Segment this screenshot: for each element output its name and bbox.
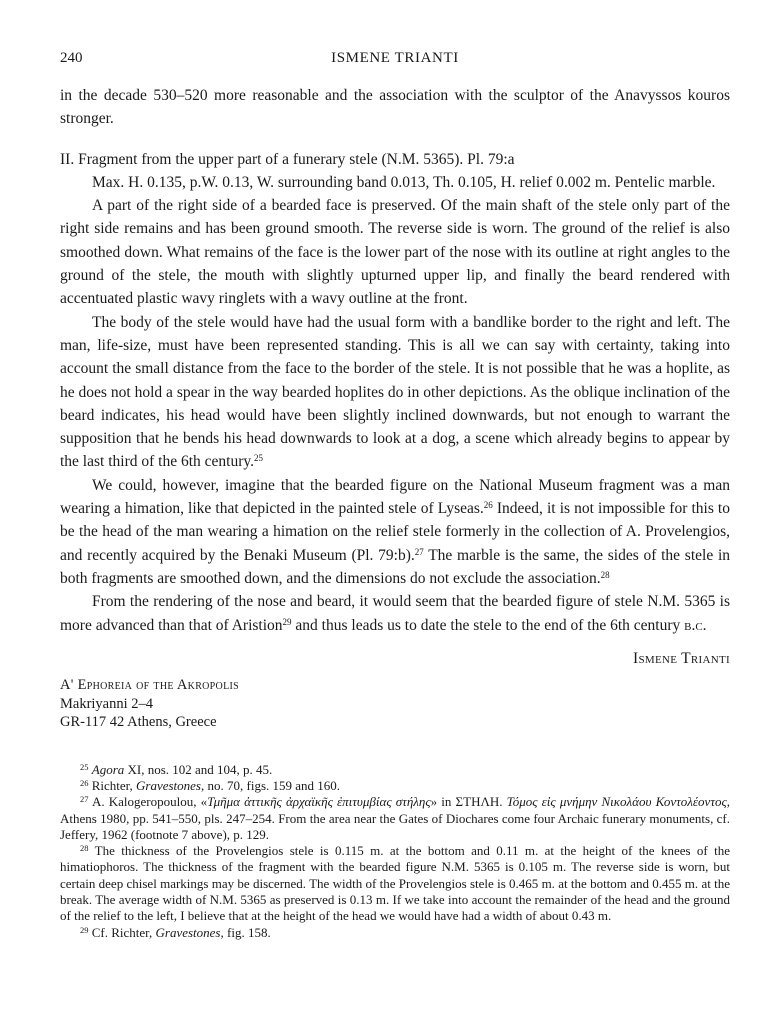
dimensions-paragraph: Max. H. 0.135, p.W. 0.13, W. surrounding band 0.013, Th. 0.105, H. relief 0.002 m. Pentelic marble. [92, 173, 716, 191]
dating-text-a: From the rendering of the nose and beard, it would seem that the bearded figure of stele N.M. 5365 is more advanced than that of Aristion [60, 593, 730, 634]
footnote-text: A. Kalogeropoulou, « [91, 794, 208, 810]
page-number: 240 [60, 50, 83, 66]
paragraph-continued: in the decade 530–520 more reasonable and the association with the sculptor of the Anavyssos kouros stronger. [60, 87, 730, 128]
footnotes [60, 762, 730, 941]
dating-text-b: and thus leads us to date the stele to the end of the 6th century [291, 616, 685, 634]
footnote-25 [60, 762, 730, 778]
footnote-text: , no. 70, figs. 159 and 160. [201, 777, 341, 793]
running-title: ISMENE TRIANTI [331, 50, 459, 66]
footnote-26 [60, 778, 730, 794]
footnote-greek-volume: Τόμος εἰς μνήμην Νικολάου Κοντολέοντος [506, 794, 727, 810]
footnote-text: The thickness of the Provelengios stele is 0.115 m. at the bottom and 0.11 m. at the height of the knees of the himatiophoros. The thickness of the fragment with the bearded figure N.M. 5365 is 0.105 m. The reverse side is worn, but certain deep chisel markings may be discerned. The width of the Provelengios stele is 0.465 m. at the bottom and 0.455 m. at the break. The average width of N.M. 5365 as preserved is 0.13 m. If we take into account the remainder of the head and the ground of the relief to the left, I believe that at the height of the head we would have had a width of about 0.43 m. [60, 843, 731, 924]
footnote-text: Cf. Richter, [91, 924, 156, 940]
form-text: The body of the stele would have had the usual form with a bandlike border to the right and left. The man, life-size, must have been represented standing. This is all we can say with certainty, taking into account the small distance from the face to the border of the stele. It is not possible that he was a hoplite, as he does not hold a spear in the way bearded hoplites do in other depictions. As the oblique inclination of the beard indicates, his head would have been slightly inclined downwards, but not enough to warrant the supposition that he bends his head downwards to look at a dog, a scene which already begins to appear by the last third of the 6th century. [60, 313, 730, 471]
footnote-29 [60, 925, 730, 941]
section-heading: II. Fragment from the upper part of a funerary stele (N.M. 5365). Pl. 79:a [60, 150, 515, 168]
footnote-ref-28[interactable]: 28 [600, 569, 610, 580]
footnote-title: Gravestones [155, 924, 221, 940]
article-body [60, 84, 730, 670]
footnote-text: , fig. 158. [220, 924, 271, 940]
page [60, 50, 730, 941]
footnote-number: 25 [80, 761, 89, 772]
footnote-text: XI, nos. 102 and 104, p. 45. [124, 761, 273, 777]
footnote-number: 26 [80, 777, 89, 788]
author-address [60, 676, 730, 732]
era-abbrev: b.c. [684, 616, 707, 634]
footnote-ref-27[interactable]: 27 [414, 546, 424, 557]
footnote-27 [60, 794, 730, 843]
address-line-1: A' Ephoreia of the Akropolis [60, 677, 239, 694]
himation-paragraph [60, 474, 730, 590]
footnote-number: 29 [80, 924, 89, 935]
description-paragraph: A part of the right side of a bearded face is preserved. Of the main shaft of the stele only part of the right side remains and has been ground smooth. The reverse side is worn. The ground of the relief is also smoothed down. What remains of the face is the lower part of the nose with its outline at right angles to the ground of the stele, the mouth with slightly upturned upper lip, and finally the beard rendered with accentuated plastic wavy ringlets with a wavy outline at the front. [60, 197, 730, 308]
running-header [60, 50, 730, 72]
footnote-text: Richter, [91, 777, 136, 793]
himation-text-c: The marble is the same, the sides of the stele in both fragments are smoothed down, and the dimensions do not exclude the association. [60, 546, 731, 587]
himation-text-a: We could, however, imagine that the bearded figure on the National Museum fragment was a man wearing a himation, like that depicted in the painted stele of Lyseas. [60, 476, 730, 518]
address-line-3: GR-117 42 Athens, Greece [60, 714, 217, 731]
footnote-ref-25[interactable]: 25 [254, 453, 263, 464]
footnote-text: , Athens 1980, pp. 541–550, pls. 247–254. From the area near the Gates of Diochares come four Archaic funerary monuments, cf. Jeffery, 1962 (footnote 7 above), p. 129. [60, 794, 730, 842]
footnote-greek-title: Τμῆμα ἀττικῆς ἀρχαϊκῆς ἐπιτυμβίας στήλης [207, 794, 431, 810]
address-line-2: Makriyanni 2–4 [60, 695, 154, 712]
author-signature: Ismene Trianti [633, 649, 730, 667]
footnote-ref-29[interactable]: 29 [282, 616, 292, 627]
footnote-28 [60, 843, 730, 924]
footnote-text: » in ΣΤΗΛΗ. [430, 794, 507, 810]
form-paragraph [60, 311, 730, 474]
footnote-number: 27 [80, 794, 89, 805]
footnote-title: Gravestones [136, 777, 201, 793]
footnote-number: 28 [80, 843, 89, 854]
himation-text-b: Indeed, it is not impossible for this to be the head of the man wearing a himation on the relief stele formerly in the collection of A. Provelengios, and recently acquired by the Benaki Museum (Pl. 79:b). [60, 500, 730, 564]
footnote-ref-26[interactable]: 26 [483, 500, 493, 511]
dating-paragraph [60, 590, 730, 637]
footnote-title: Agora [91, 761, 125, 777]
